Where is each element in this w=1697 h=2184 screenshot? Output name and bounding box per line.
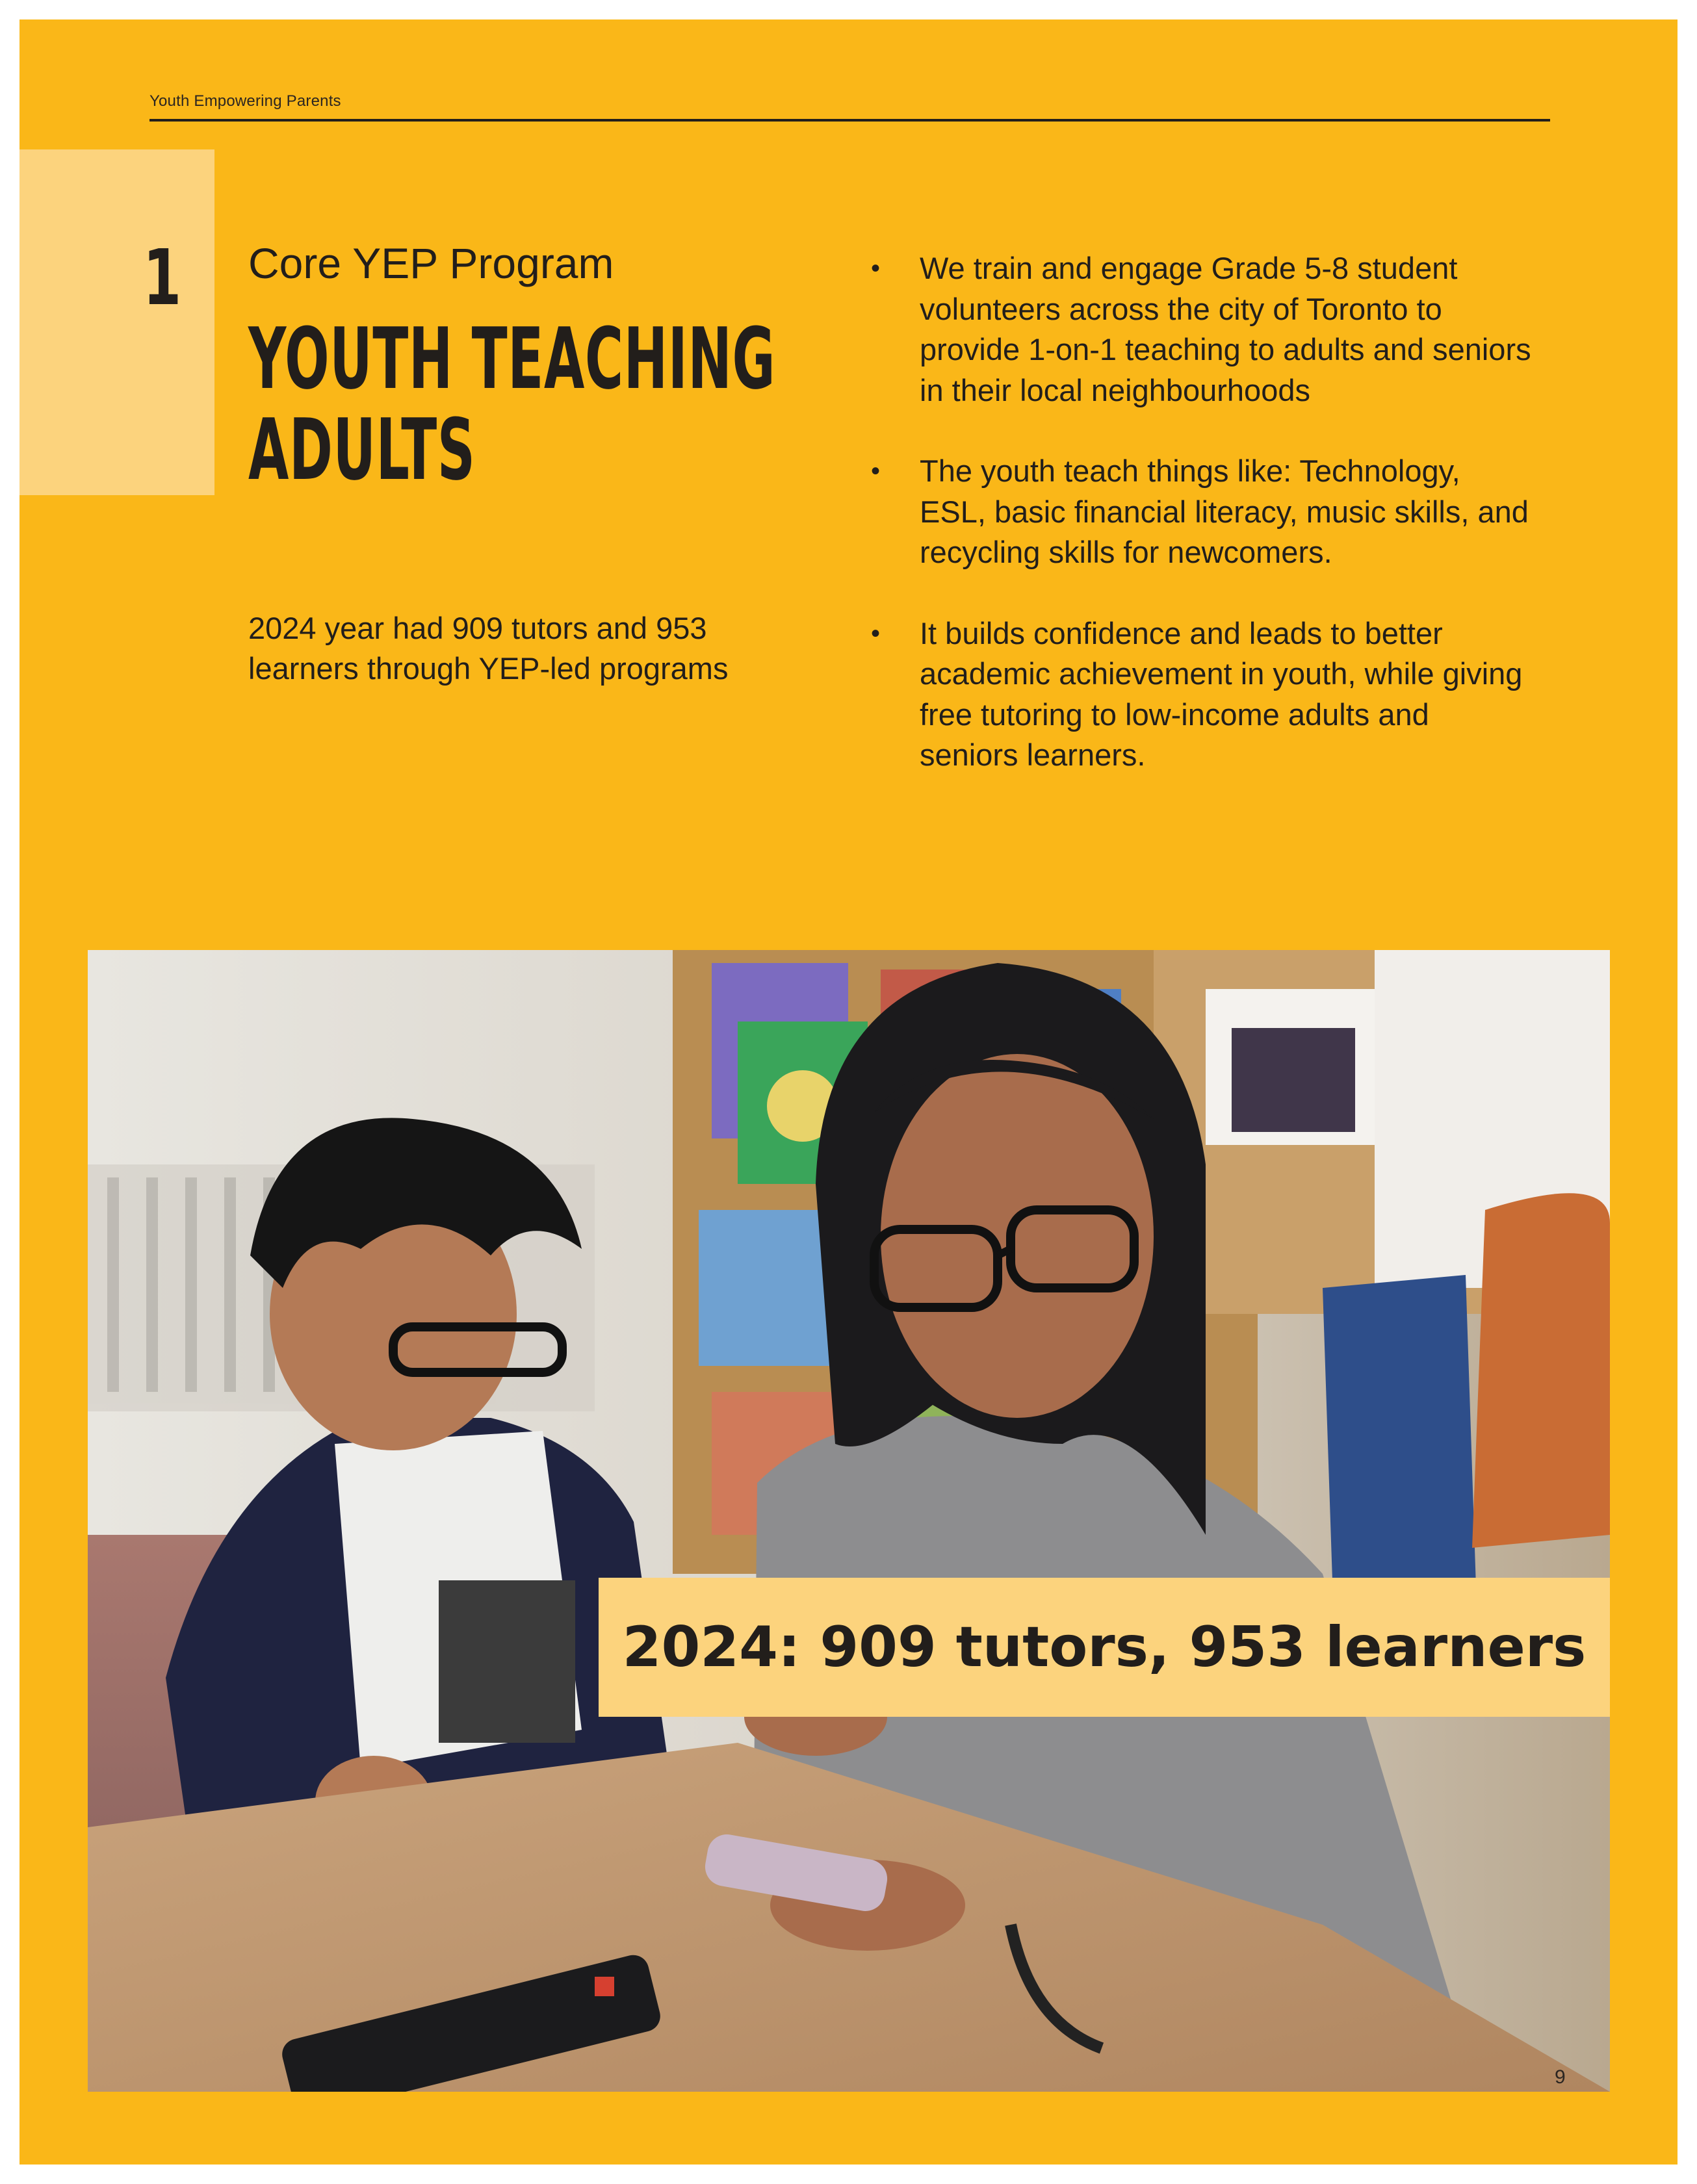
bullet-item: [871, 248, 1534, 411]
section-number-block: [19, 149, 214, 495]
program-title-line-1: YOUTH TEACHING: [248, 309, 776, 408]
bullet-text: It builds confidence and leads to better academic achievement in youth, while giving free tutoring to low-income adults and seniors learners.: [920, 615, 1523, 772]
running-header: Youth Empowering Parents: [149, 92, 341, 110]
tutoring-photo: [88, 950, 1610, 2092]
photo-caption-box: [599, 1578, 1610, 1717]
program-label: Core YEP Program: [248, 239, 614, 287]
bullet-dot-icon: •: [871, 457, 881, 485]
page: [19, 19, 1678, 2165]
program-title-line-2: ADULTS: [248, 400, 476, 499]
bullet-text: The youth teach things like: Technology, ESL, basic financial literacy, music skills, and recycling skills for newcomers.: [920, 454, 1529, 569]
program-title: [248, 309, 776, 499]
bullet-item: [871, 451, 1534, 573]
bullet-dot-icon: •: [871, 619, 881, 648]
bullet-dot-icon: •: [871, 254, 881, 283]
tutoring-photo-illustration: [88, 950, 1610, 2092]
stat-summary: 2024 year had 909 tutors and 953 learners through YEP-led programs: [248, 611, 729, 686]
bullet-text: We train and engage Grade 5-8 student volunteers across the city of Toronto to provide 1-on-1 teaching to adults and seniors in their local neighbourhoods: [920, 251, 1531, 407]
photo-caption: 2024: 909 tutors, 953 learners: [622, 1615, 1587, 1680]
section-number: 1: [143, 233, 182, 322]
header-rule: [149, 119, 1550, 122]
page-number: 9: [1555, 2066, 1566, 2088]
bullet-item: [871, 613, 1534, 776]
bullet-list: [871, 248, 1534, 816]
